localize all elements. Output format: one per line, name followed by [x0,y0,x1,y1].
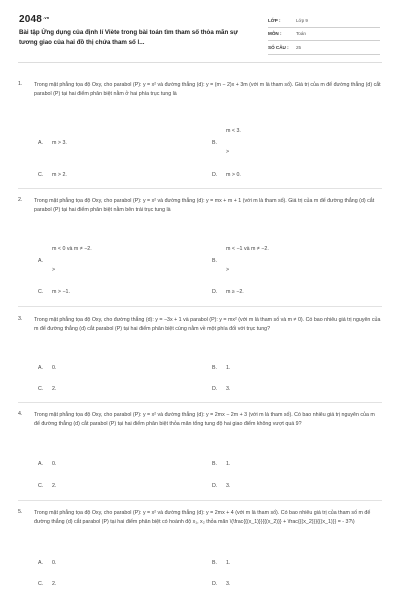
question-number: 1. [18,81,23,87]
site-logo[interactable] [19,14,49,25]
question-1 [18,81,382,99]
option-text: 2. [52,581,57,587]
meta-table [268,14,380,55]
option-text: m > −1. [52,289,70,295]
option-text: m ≥ −2. [226,289,244,295]
option-letter: C. [38,386,44,392]
option-text: 3. [226,483,231,489]
option-letter: B. [212,365,218,371]
option-text: 0. [52,365,57,371]
question-text: Trong mặt phẳng tọa độ Oxy, cho parabol (P): y = x² và đường thẳng (d): y = (m − 2)x + 3m (với m là tham số). Giá trị của m để đường thẳng (d) cắt parabol (P) tại hai điểm phân biệt nằm ở hai phía trục tung là [34,82,381,97]
option-letter: C. [38,172,44,178]
option-letter: C. [38,581,44,587]
option-letter: D. [212,581,218,587]
option-b[interactable] [212,128,332,158]
option-c[interactable] [38,483,56,489]
option-letter: C. [38,289,44,295]
option-a[interactable] [38,560,56,566]
option-letter: D. [212,483,218,489]
option-text: 2. [52,386,57,392]
option-a[interactable] [38,246,178,276]
option-text: > [226,149,230,155]
question-divider [18,402,382,403]
option-text: > [52,267,56,273]
option-c[interactable] [38,386,56,392]
option-letter: B. [212,140,218,146]
question-text: Trong mặt phẳng tọa độ Oxy, cho parabol (P): y = x² và đường thẳng (d): y = 2mx − 2m + 3 (với m là tham số). Có bao nhiêu giá trị nguyên của m để đường thẳng (d) cắt parabol (P) tại hai điểm phân biệt thỏa mãn tổng tung độ hai giao điểm không vượt quá 9? [34,412,375,427]
option-d[interactable] [212,289,244,295]
meta-row-subject [268,28,380,42]
option-b[interactable] [212,560,230,566]
option-text: m < −1 và m ≠ −2. [226,246,269,252]
question-text: Trong mặt phẳng tọa độ Oxy, cho đường thẳng (d): y = −3x + 1 và parabol (P): y = mx² (với m là tham số và m ≠ 0). Có bao nhiêu giá trị nguyên của m để đường thẳng (d) cắt parabol (P) tại hai điểm phân biệt cùng nằm về một phía đối với trục tung? [34,317,381,332]
question-text: Trong mặt phẳng tọa độ Oxy, cho parabol (P): y = x² và đường thẳng (d): y = 2mx + 4 (với m là tham số). Có bao nhiêu giá trị của tham số m để đường thẳng (d) cắt parabol (P) tại hai điểm phân biệt có hoành độ x₁, x₂ thỏa mãn \(\frac{{(x_1)}}{{(x_2)}} + \frac{{(x_2)}}{{(x_1)}} = - 3?\) [34,510,371,525]
option-a[interactable] [38,365,56,371]
option-d[interactable] [212,483,230,489]
option-a[interactable] [38,461,56,467]
question-divider [18,500,382,501]
option-c[interactable] [38,289,70,295]
option-b[interactable] [212,365,230,371]
option-text: m > 3. [52,140,67,146]
question-3 [18,316,382,334]
option-letter: C. [38,483,44,489]
option-b[interactable] [212,246,352,276]
option-letter: D. [212,386,218,392]
question-number: 3. [18,316,23,322]
question-text: Trong mặt phẳng tọa độ Oxy, cho parabol (P): y = x² và đường thẳng (d): y = mx + m + 1 (với m là tham số). Giá trị của m để đường thẳng (d) cắt parabol (P) tại hai điểm phân biệt nằm bên trái trục tung là [34,198,375,213]
meta-row-class [268,14,380,28]
option-letter: A. [38,258,44,264]
question-number: 4. [18,411,23,417]
logo-text: 2048 [19,14,43,25]
option-text: > [226,267,230,273]
option-d[interactable] [212,172,241,178]
option-letter: B. [212,560,218,566]
option-text: 0. [52,461,57,467]
option-b[interactable] [212,461,230,467]
option-a[interactable] [38,140,67,146]
option-letter: A. [38,461,44,467]
option-letter: B. [212,258,218,264]
option-letter: B. [212,461,218,467]
question-number: 2. [18,197,23,203]
question-4 [18,411,382,429]
question-number: 5. [18,509,23,515]
option-text: 3. [226,386,231,392]
option-text: 1. [226,365,231,371]
meta-value: Toán [296,31,306,37]
option-text: m < 3. [226,128,241,134]
question-5 [18,509,382,527]
logo-suffix: .vn [43,15,50,20]
header-divider [18,62,382,63]
meta-row-count [268,41,380,55]
meta-key: LỚP : [268,17,281,23]
question-2 [18,197,382,215]
question-divider [18,188,382,189]
option-d[interactable] [212,581,230,587]
question-divider [18,306,382,307]
option-text: m < 0 và m ≠ −2. [52,246,92,252]
option-c[interactable] [38,172,67,178]
meta-value: Lớp 9 [296,17,308,23]
meta-key: MÔN : [268,31,282,37]
option-text: m > 2. [52,172,67,178]
option-letter: A. [38,365,44,371]
page-title: Bài tập Ứng dụng của định lí Viète trong bài toán tìm tham số thỏa mãn sự tương giao của hai đồ thị chứa tham số l... [19,29,238,46]
option-c[interactable] [38,581,56,587]
option-text: 0. [52,560,57,566]
option-text: 3. [226,581,231,587]
option-text: 2. [52,483,57,489]
option-text: 1. [226,461,231,467]
meta-key: SỐ CÂU : [268,44,289,50]
option-letter: D. [212,172,218,178]
header [18,8,382,60]
option-text: m > 0. [226,172,241,178]
option-text: 1. [226,560,231,566]
option-letter: A. [38,560,44,566]
option-letter: D. [212,289,218,295]
option-d[interactable] [212,386,230,392]
meta-value: 25 [296,44,302,50]
option-letter: A. [38,140,44,146]
